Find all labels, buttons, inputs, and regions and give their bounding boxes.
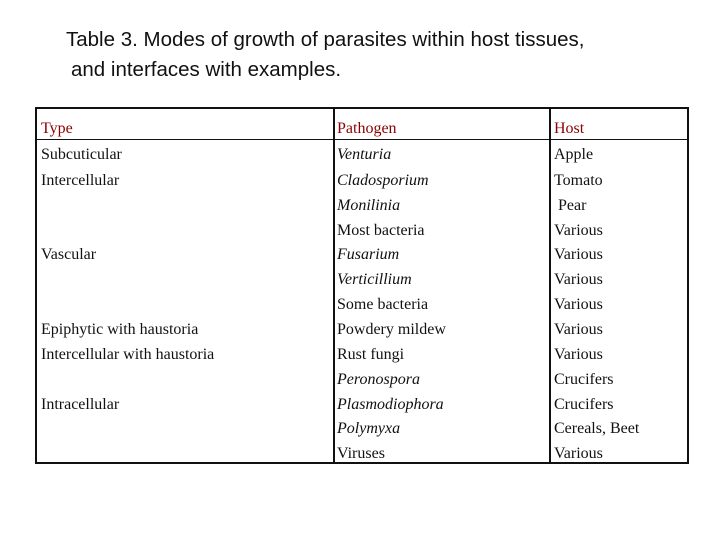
type-cell: Intercellular: [41, 172, 120, 189]
pathogen-cell: Plasmodiophora: [337, 396, 444, 413]
pathogen-cell: Polymyxa: [337, 420, 401, 437]
host-cell: Apple: [554, 146, 594, 163]
pathogen-cell: Verticillium: [337, 271, 412, 288]
type-cell: Vascular: [41, 246, 97, 263]
caption-line-1: Table 3. Modes of growth of parasites within host tissues,: [66, 28, 585, 51]
type-cell: Epiphytic with haustoria: [41, 321, 199, 338]
host-cell: Crucifers: [554, 396, 614, 413]
type-cell: Intercellular with haustoria: [41, 346, 215, 363]
pathogen-cell: Venturia: [337, 146, 392, 163]
pathogen-cell: Some bacteria: [337, 296, 429, 313]
host-cell: Tomato: [554, 172, 603, 189]
parasite-growth-table: [35, 107, 689, 464]
type-column: [37, 109, 335, 462]
host-cell: Various: [554, 321, 603, 338]
type-header: Type: [41, 120, 73, 137]
host-cell: Various: [554, 346, 603, 363]
table-caption: [66, 25, 706, 85]
pathogen-cell: Monilinia: [337, 197, 401, 214]
pathogen-cell: Cladosporium: [337, 172, 429, 189]
pathogen-header: Pathogen: [337, 120, 397, 137]
pathogen-cell: Powdery mildew: [337, 321, 446, 338]
host-cell: Various: [554, 296, 603, 313]
host-cell: Various: [554, 445, 603, 462]
host-cell: Various: [554, 271, 603, 288]
host-header: Host: [554, 120, 585, 137]
host-cell: Various: [554, 222, 603, 239]
host-cell: Cereals, Beet: [554, 420, 640, 437]
pathogen-cell: Rust fungi: [337, 346, 405, 363]
pathogen-cell: Most bacteria: [337, 222, 425, 239]
host-column: [551, 109, 687, 462]
caption-line-2: and interfaces with examples.: [71, 58, 342, 81]
host-cell: Various: [554, 246, 603, 263]
pathogen-cell: Viruses: [337, 445, 385, 462]
pathogen-cell: Fusarium: [337, 246, 400, 263]
host-cell: Pear: [554, 197, 587, 214]
type-cell: Intracellular: [41, 396, 120, 413]
pathogen-cell: Peronospora: [337, 371, 420, 388]
host-cell: Crucifers: [554, 371, 614, 388]
pathogen-column: [335, 109, 551, 462]
type-cell: Subcuticular: [41, 146, 122, 163]
